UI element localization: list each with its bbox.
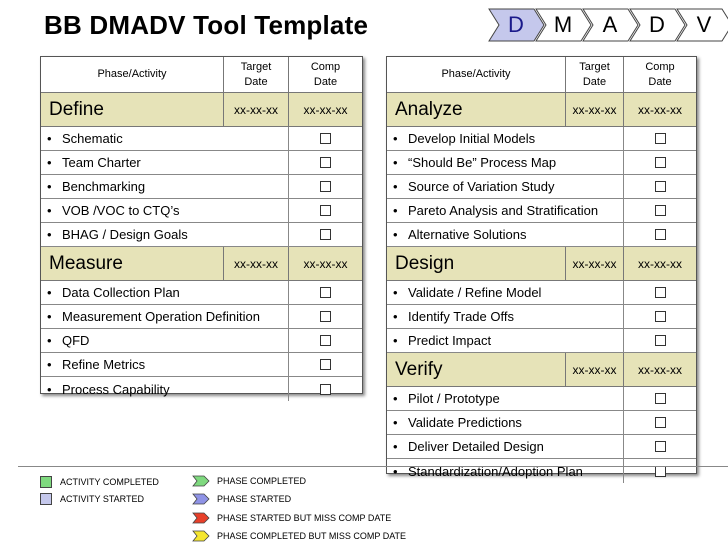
activity-name [41, 127, 288, 150]
phase-row-verify [387, 353, 696, 387]
checkbox-icon[interactable] [655, 133, 666, 144]
activity-label: Validate / Refine Model [408, 285, 542, 300]
checkbox-icon[interactable] [655, 311, 666, 322]
completion-checkbox-cell[interactable] [623, 459, 696, 483]
activity-row [387, 459, 696, 483]
activity-name [41, 353, 288, 376]
activity-label: Process Capability [62, 381, 170, 397]
legend-label: PHASE COMPLETED [217, 476, 307, 486]
bullet-icon: • [47, 227, 52, 242]
activity-label: BHAG / Design Goals [62, 227, 188, 242]
completion-checkbox-cell[interactable] [288, 329, 362, 352]
activity-label: Predict Impact [408, 333, 492, 348]
activity-label: “Should Be” Process Map [408, 155, 557, 170]
completion-checkbox-cell[interactable] [623, 435, 696, 458]
activity-name [387, 329, 623, 352]
completion-checkbox-cell[interactable] [288, 175, 362, 198]
yellow-chevron-icon [192, 530, 210, 542]
target-date[interactable]: xx-xx-xx [565, 93, 623, 126]
activity-row [387, 175, 696, 199]
legend-activity-completed [40, 476, 159, 488]
activity-name [387, 435, 623, 458]
bullet-icon: • [47, 309, 52, 324]
activity-name [41, 377, 288, 401]
completion-checkbox-cell[interactable] [288, 305, 362, 328]
bullet-icon: • [393, 415, 398, 430]
activity-row [387, 151, 696, 175]
red-chevron-icon [192, 512, 210, 524]
phase-chevron-bar [488, 8, 728, 42]
activity-row [41, 305, 362, 329]
legend-divider [18, 466, 728, 467]
completion-checkbox-cell[interactable] [623, 329, 696, 352]
checkbox-icon[interactable] [320, 335, 331, 346]
green-square-icon [40, 476, 52, 488]
activity-row [41, 175, 362, 199]
legend-label: PHASE COMPLETED BUT MISS COMP DATE [217, 531, 407, 541]
activity-row [387, 387, 696, 411]
activity-label: Standardization/Adoption Plan [408, 463, 583, 479]
completion-checkbox-cell[interactable] [288, 377, 362, 401]
activity-label: Measurement Operation Definition [62, 309, 260, 324]
activity-name [387, 281, 623, 304]
target-date[interactable]: xx-xx-xx [223, 93, 288, 126]
completion-checkbox-cell[interactable] [623, 411, 696, 434]
activity-label: Develop Initial Models [408, 131, 536, 146]
legend-phase-started-miss [192, 512, 391, 524]
activity-label: Team Charter [62, 155, 141, 170]
bullet-icon: • [393, 227, 398, 242]
activity-name [41, 223, 288, 246]
completion-checkbox-cell[interactable] [623, 175, 696, 198]
activity-name [41, 305, 288, 328]
target-date[interactable]: xx-xx-xx [565, 353, 623, 386]
comp-date[interactable]: xx-xx-xx [623, 353, 696, 386]
bullet-icon: • [393, 179, 398, 194]
completion-checkbox-cell[interactable] [623, 305, 696, 328]
phase-row-design [387, 247, 696, 281]
checkbox-icon[interactable] [655, 417, 666, 428]
comp-date[interactable]: xx-xx-xx [288, 247, 362, 280]
checkbox-icon[interactable] [320, 133, 331, 144]
phase-name: Design [395, 252, 455, 274]
checkbox-icon[interactable] [655, 287, 666, 298]
activity-row [387, 281, 696, 305]
activity-label: Schematic [62, 131, 123, 146]
activity-label: Data Collection Plan [62, 285, 180, 300]
completion-checkbox-cell[interactable] [288, 199, 362, 222]
right-phase-table [386, 56, 697, 479]
activity-row [41, 199, 362, 223]
activity-name [41, 175, 288, 198]
checkbox-icon[interactable] [320, 157, 331, 168]
activity-name [387, 305, 623, 328]
bullet-icon: • [47, 285, 52, 300]
checkbox-icon[interactable] [655, 229, 666, 240]
legend-label: ACTIVITY STARTED [60, 494, 145, 504]
phase-row-measure [41, 247, 362, 281]
bullet-icon: • [393, 309, 398, 324]
bullet-icon: • [47, 357, 52, 372]
phase-activity-header: Phase/Activity [97, 68, 167, 80]
activity-row [387, 305, 696, 329]
activity-label: Alternative Solutions [408, 227, 527, 242]
activity-name [387, 411, 623, 434]
legend-label: PHASE STARTED BUT MISS COMP DATE [217, 513, 392, 523]
activity-row [41, 329, 362, 353]
bullet-icon: • [393, 463, 398, 479]
checkbox-icon[interactable] [320, 311, 331, 322]
activity-row [41, 127, 362, 151]
checkbox-icon[interactable] [320, 287, 331, 298]
activity-row [41, 223, 362, 247]
activity-label: Validate Predictions [408, 415, 522, 430]
activity-label: Benchmarking [62, 179, 146, 194]
legend-phase-started [192, 493, 291, 505]
phase-activity-header: Phase/Activity [441, 68, 511, 80]
phase-name: Analyze [395, 98, 463, 120]
chevron-label: D [649, 12, 665, 37]
activity-name [41, 281, 288, 304]
activity-label: Identify Trade Offs [408, 309, 514, 324]
bullet-icon: • [393, 391, 398, 406]
completion-checkbox-cell[interactable] [288, 223, 362, 246]
activity-name [387, 127, 623, 150]
checkbox-icon[interactable] [320, 229, 331, 240]
blue-square-icon [40, 493, 52, 505]
completion-checkbox-cell[interactable] [288, 127, 362, 150]
checkbox-icon[interactable] [655, 205, 666, 216]
phase-row-define [41, 93, 362, 127]
checkbox-icon[interactable] [655, 466, 666, 477]
phase-name: Verify [395, 358, 443, 380]
checkbox-icon[interactable] [320, 205, 331, 216]
chevron-label: A [602, 12, 618, 37]
phase-name: Measure [49, 252, 123, 274]
chevron-label: D [508, 12, 524, 37]
bullet-icon: • [393, 155, 398, 170]
bullet-icon: • [393, 285, 398, 300]
phase-chevron-5[interactable] [676, 8, 728, 42]
green-chevron-icon [192, 475, 210, 487]
bullet-icon: • [47, 179, 52, 194]
target-date[interactable]: xx-xx-xx [223, 247, 288, 280]
chevron-label: V [696, 12, 712, 37]
bullet-icon: • [47, 333, 52, 348]
bullet-icon: • [47, 155, 52, 170]
phase-row-analyze [387, 93, 696, 127]
blue-chevron-icon [192, 493, 210, 505]
completion-checkbox-cell[interactable] [623, 223, 696, 246]
bullet-icon: • [393, 131, 398, 146]
bullet-icon: • [393, 333, 398, 348]
phase-name: Define [49, 98, 104, 120]
checkbox-icon[interactable] [655, 335, 666, 346]
activity-row [41, 281, 362, 305]
activity-label: VOB /VOC to CTQ’s [62, 203, 180, 218]
comp-date[interactable]: xx-xx-xx [623, 93, 696, 126]
comp-date-header: Comp Date [623, 57, 696, 92]
bullet-icon: • [47, 381, 52, 397]
activity-label: Pilot / Prototype [408, 391, 500, 406]
activity-row [387, 199, 696, 223]
checkbox-icon[interactable] [320, 181, 331, 192]
target-date-header: Target Date [565, 57, 623, 92]
comp-date-header: Comp Date [288, 57, 362, 92]
completion-checkbox-cell[interactable] [288, 281, 362, 304]
checkbox-icon[interactable] [655, 441, 666, 452]
activity-label: Source of Variation Study [408, 179, 555, 194]
legend-phase-completed-miss [192, 530, 406, 542]
activity-name [41, 199, 288, 222]
checkbox-icon[interactable] [655, 393, 666, 404]
checkbox-icon[interactable] [320, 359, 331, 370]
completion-checkbox-cell[interactable] [288, 353, 362, 376]
table-header [41, 57, 362, 93]
activity-name [387, 223, 623, 246]
table-header [387, 57, 696, 93]
target-date-header: Target Date [223, 57, 288, 92]
target-date[interactable]: xx-xx-xx [565, 247, 623, 280]
bullet-icon: • [47, 203, 52, 218]
activity-name [387, 175, 623, 198]
completion-checkbox-cell[interactable] [623, 127, 696, 150]
completion-checkbox-cell[interactable] [623, 151, 696, 174]
activity-name [387, 199, 623, 222]
bullet-icon: • [47, 131, 52, 146]
activity-label: Refine Metrics [62, 357, 146, 372]
completion-checkbox-cell[interactable] [623, 199, 696, 222]
legend-phase-completed [192, 475, 306, 487]
checkbox-icon[interactable] [320, 384, 331, 395]
completion-checkbox-cell[interactable] [623, 387, 696, 410]
activity-row [41, 377, 362, 401]
checkbox-icon[interactable] [655, 181, 666, 192]
page-title: BB DMADV Tool Template [44, 10, 369, 40]
activity-label: Pareto Analysis and Stratification [408, 203, 599, 218]
activity-name [387, 459, 623, 483]
legend-label: PHASE STARTED [217, 494, 292, 504]
chevron-label: M [553, 12, 573, 37]
completion-checkbox-cell[interactable] [623, 281, 696, 304]
completion-checkbox-cell[interactable] [288, 151, 362, 174]
comp-date[interactable]: xx-xx-xx [623, 247, 696, 280]
legend-label: ACTIVITY COMPLETED [60, 477, 159, 487]
activity-row [387, 127, 696, 151]
checkbox-icon[interactable] [655, 157, 666, 168]
activity-name [387, 387, 623, 410]
legend-activity-started [40, 493, 144, 505]
activity-row [41, 151, 362, 175]
activity-label: Deliver Detailed Design [408, 439, 544, 454]
activity-name [41, 151, 288, 174]
bullet-icon: • [393, 203, 398, 218]
activity-label: QFD [62, 333, 90, 348]
activity-row [387, 329, 696, 353]
left-phase-table [40, 56, 363, 397]
activity-name [387, 151, 623, 174]
activity-row [387, 411, 696, 435]
activity-row [387, 435, 696, 459]
bullet-icon: • [393, 439, 398, 454]
activity-row [387, 223, 696, 247]
activity-name [41, 329, 288, 352]
activity-row [41, 353, 362, 377]
comp-date[interactable]: xx-xx-xx [288, 93, 362, 126]
